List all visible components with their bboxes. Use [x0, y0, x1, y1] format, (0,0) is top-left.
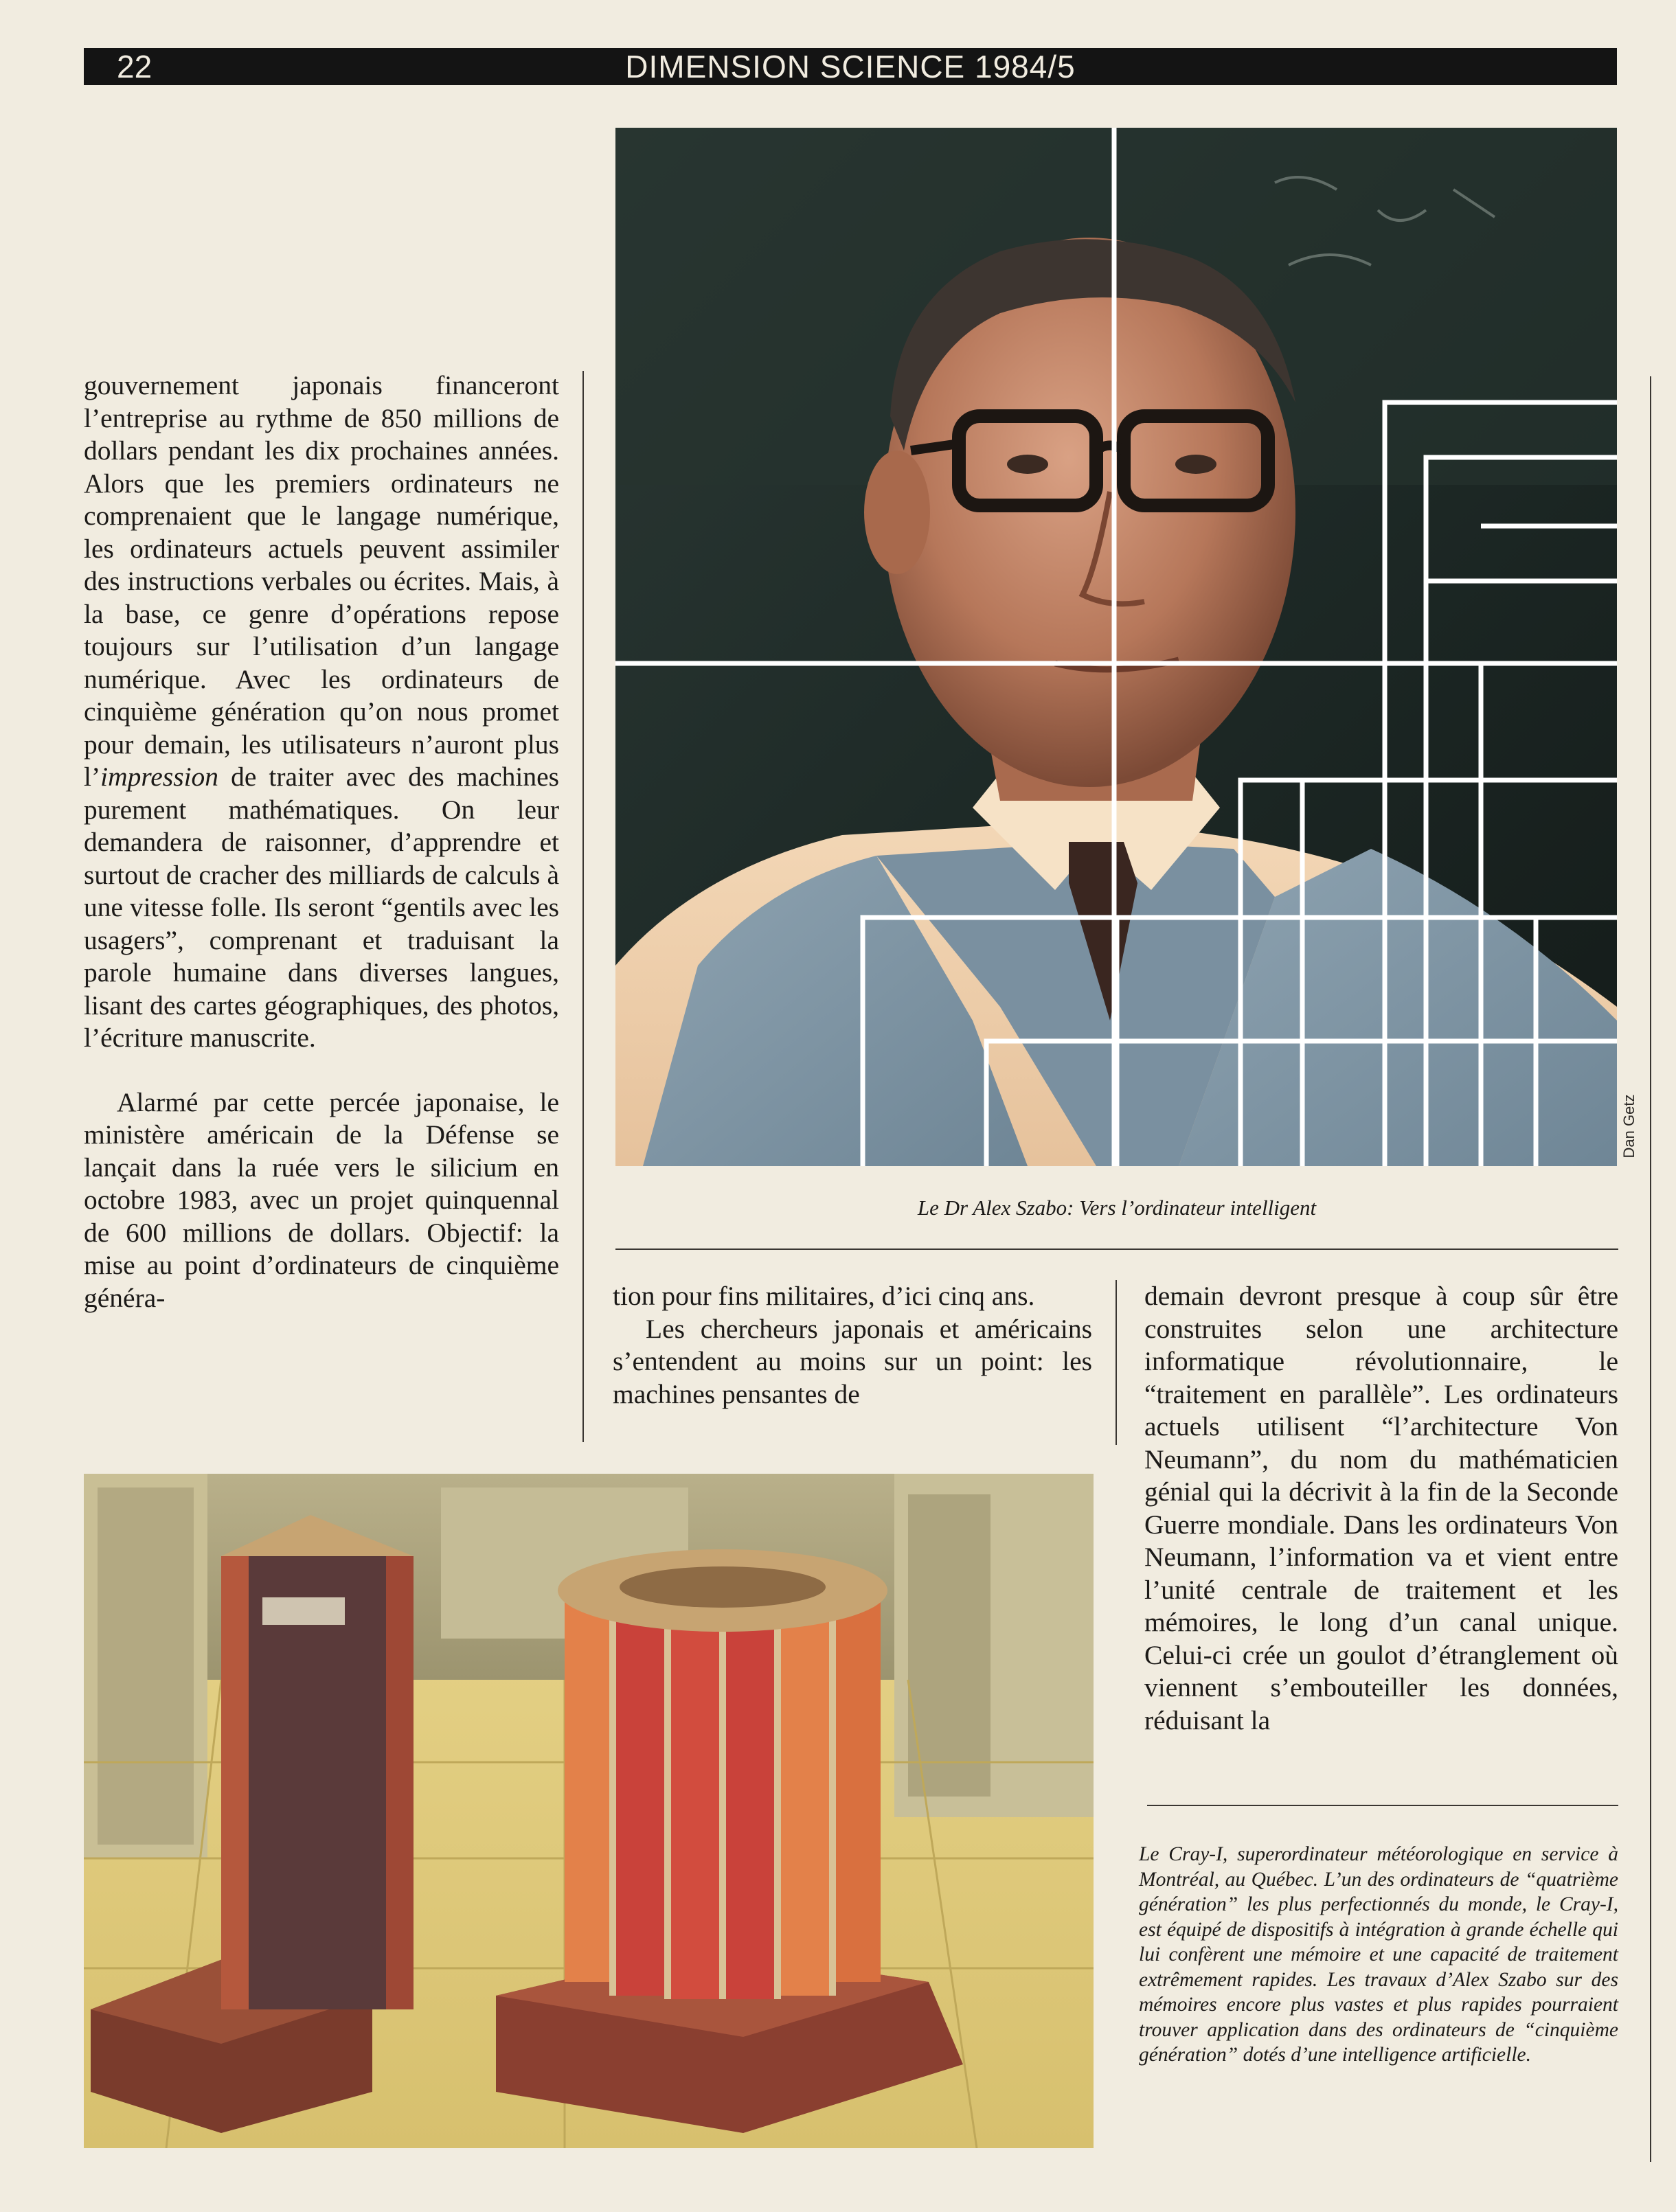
portrait-illustration — [615, 128, 1617, 1166]
paragraph: tion pour fins militaires, d’ici cinq ans. — [613, 1281, 1035, 1311]
cray-photo — [84, 1474, 1094, 2148]
cray-caption-rule — [1147, 1805, 1618, 1806]
article-column-middle — [613, 1280, 1092, 1411]
cray-illustration — [84, 1474, 1094, 2148]
article-column-right — [1144, 1280, 1618, 1737]
paragraph: gouvernement japonais financeront l’entreprise au rythme de 850 millions de dollars pendant les dix prochaines années. Alors que les premiers ordinateurs ne comprenaient que le langage numérique, les ordinateurs actuels peuvent assimiler des instructions verbales ou écrites. Mais, à la base, ce genre d’opérations repose toujours sur l’utilisation d’un langage numérique. Avec les ordinateurs de cinquième génération qu’on nous promet pour demain, les utilisateurs n’auront plus l’impression de traiter avec des machines purement mathématiques. On leur demandera de raisonner, d’apprendre et surtout de cracher des milliards de calculs à une vitesse folle. Ils seront “gentils avec les usagers”, comprenant et traduisant la parole humaine dans diverses langues, lisant des cartes géographiques, des photos, l’écriture manuscrite. — [84, 370, 559, 1053]
article-column-left — [84, 369, 559, 1314]
emphasis-text: impression — [100, 762, 219, 792]
header-bar — [84, 48, 1617, 85]
cray-caption: Le Cray-I, superordinateur météorologique en service à Montréal, au Québec. L’un des ordinateurs de “quatrième génération” les plus perfectionnés du monde, le Cray-I, est équipé de dispositifs à intégration à grande échelle qui lui confèrent une mémoire et une capacité de traitement extrêmement rapides. Les travaux d’Alex Szabo sur des mémoires encore plus vastes et plus rapides pourraient trouver application dans des ordinateurs de “cinquième génération” dotés d’une intelligence artificielle. — [1139, 1843, 1618, 2066]
magazine-title: DIMENSION SCIENCE 1984/5 — [625, 49, 1076, 84]
photo-credit — [1616, 1078, 1643, 1174]
page-rule-right — [1650, 376, 1651, 2162]
page-number: 22 — [117, 49, 152, 84]
portrait-caption: Le Dr Alex Szabo: Vers l’ordinateur intelligent — [917, 1196, 1317, 1220]
column-rule-middle — [1116, 1280, 1117, 1445]
photo-credit-text: Dan Getz — [1620, 1094, 1638, 1159]
paragraph: Les chercheurs japonais et américains s’entendent au moins sur un point: les machines pensantes de — [613, 1313, 1092, 1409]
portrait-photo — [615, 128, 1617, 1166]
paragraph: Alarmé par cette percée japonaise, le ministère américain de la Défense se lançait dans la ruée vers le silicium en octobre 1983, avec un projet quinquennal de 600 millions de dollars. Objectif: la mise au point d’ordinateurs de cinquième généra- — [84, 1086, 559, 1313]
column-rule-left — [582, 371, 584, 1442]
paragraph: demain devront presque à coup sûr être construites selon une architecture informatique révolutionnaire, le “traitement en parallèle”. Les ordinateurs actuels utilisent “l’architecture Von Neumann”, du nom du mathématicien génial qui la décrivit à la fin de la Seconde Guerre mondiale. Dans les ordinateurs Von Neumann, l’information va et vient entre l’unité centrale de traitement et les mémoires, le long d’un canal unique. Celui-ci crée un goulot d’étranglement où viennent s’embouteiller les données, réduisant la — [1144, 1281, 1618, 1735]
caption-rule — [615, 1248, 1618, 1250]
